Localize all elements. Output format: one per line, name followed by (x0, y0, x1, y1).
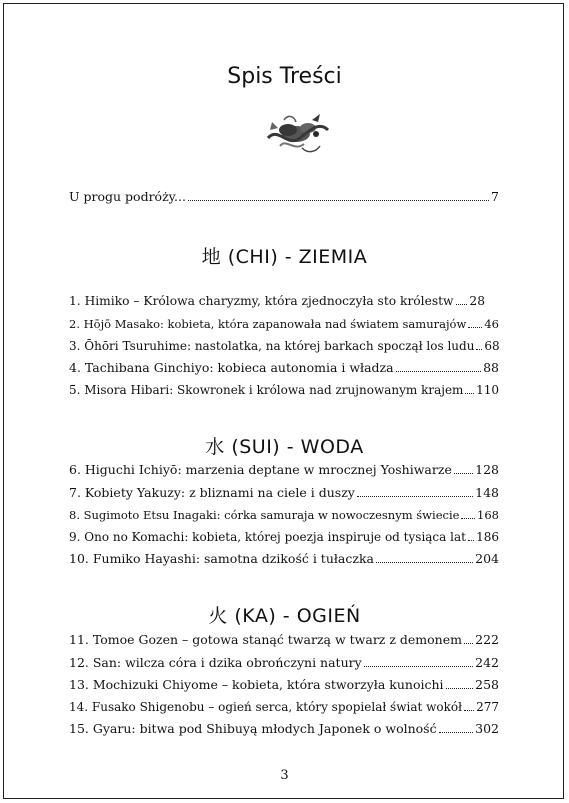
toc-row[interactable] (69, 633, 499, 647)
dot-leader (464, 643, 473, 644)
toc-row[interactable] (69, 530, 499, 544)
toc-page-number: 186 (476, 530, 499, 544)
dot-leader (446, 688, 474, 689)
toc-page-number: 46 (484, 317, 499, 331)
toc-entry-label: 8. Sugimoto Etsu Inagaki: córka samuraja w nowoczesnym świecie (69, 508, 460, 522)
toc-page-number: 28 (469, 294, 485, 308)
section-heading-chi: 地 (CHI) - ZIEMIA (201, 246, 368, 268)
toc-row[interactable] (69, 678, 499, 692)
toc-page-number: 302 (475, 721, 499, 736)
toc-entry-label: 3. Ōhōri Tsuruhime: nastolatka, na której barkach spoczął los ludu (69, 339, 475, 353)
dot-leader (376, 562, 473, 563)
dot-leader (364, 666, 473, 667)
dot-leader (461, 518, 475, 519)
toc-page-number: 128 (475, 462, 499, 477)
toc-page-number: 222 (475, 632, 499, 647)
toc-row[interactable] (69, 552, 499, 566)
toc-row[interactable] (69, 361, 499, 375)
toc-row[interactable] (69, 700, 499, 714)
page-title: Spis Treści (227, 64, 342, 89)
dot-leader (439, 732, 474, 733)
toc-page-number: 148 (475, 485, 499, 500)
toc-page-number: 258 (475, 677, 499, 692)
dot-leader (396, 371, 481, 372)
toc-page-number: 168 (477, 508, 499, 522)
toc-entry-label: U progu podróży... (69, 189, 186, 204)
toc-entry-label: 15. Gyaru: bitwa pod Shibuyą młodych Japonek o wolność (69, 721, 437, 736)
toc-entry-label: 14. Fusako Shigenobu – ogień serca, który spopielał świat wokół (69, 700, 462, 714)
toc-row[interactable] (69, 463, 499, 477)
toc-row[interactable] (69, 722, 499, 736)
toc-entry-label: 2. Hōjō Masako: kobieta, która zapanowała nad światem samurajów (69, 317, 467, 331)
toc-entry-label: 11. Tomoe Gozen – gotowa stanąć twarzą w twarz z demonem (69, 632, 462, 647)
toc-entry-label: 10. Fumiko Hayashi: samotna dzikość i tułaczka (69, 551, 374, 566)
toc-row[interactable] (69, 317, 499, 331)
section-heading-ka: 火 (KA) - OGIEŃ (208, 605, 361, 627)
ink-dragon-icon (258, 108, 336, 160)
dot-leader (464, 710, 474, 711)
toc-row[interactable] (69, 294, 485, 308)
dot-leader (465, 393, 474, 394)
dot-leader (476, 349, 482, 350)
toc-page-number: 68 (484, 339, 500, 353)
section-heading-sui: 水 (SUI) - WODA (205, 436, 364, 458)
toc-entry-label: 4. Tachibana Ginchiyo: kobieca autonomia i władza (69, 360, 394, 375)
toc-row-intro[interactable] (69, 190, 499, 204)
toc-entry-label: 9. Ono no Komachi: kobieta, której poezja inspiruje od tysiąca lat (69, 530, 466, 544)
toc-row[interactable] (69, 508, 499, 522)
dot-leader (468, 327, 482, 328)
toc-page-number: 88 (483, 360, 499, 375)
toc-entry-label: 1. Himiko – Królowa charyzmy, która zjednoczyła sto królestw (69, 294, 454, 308)
toc-row[interactable] (69, 656, 499, 670)
toc-page-number: 242 (475, 655, 499, 670)
toc-entry-label: 7. Kobiety Yakuzy: z bliznami na ciele i duszy (69, 485, 355, 500)
toc-row[interactable] (69, 486, 499, 500)
dot-leader (456, 304, 468, 305)
toc-entry-label: 12. San: wilcza córa i dzika obrończyni natury (69, 655, 362, 670)
toc-entry-label: 13. Mochizuki Chiyome – kobieta, która stworzyła kunoichi (69, 677, 444, 692)
toc-page-number: 110 (476, 383, 499, 397)
dot-leader (357, 496, 473, 497)
toc-row[interactable] (69, 339, 499, 353)
toc-entry-label: 6. Higuchi Ichiyō: marzenia deptane w mrocznej Yoshiwarze (69, 462, 452, 477)
toc-page-number: 277 (476, 700, 499, 714)
toc-entry-label: 5. Misora Hibari: Skowronek i królowa nad zrujnowanym krajem (69, 383, 464, 397)
dot-leader (454, 473, 473, 474)
page-number: 3 (280, 768, 289, 783)
toc-row[interactable] (69, 383, 499, 397)
toc-page-number: 7 (491, 189, 499, 204)
toc-page-number: 204 (475, 551, 499, 566)
dot-leader (188, 200, 489, 201)
dot-leader (468, 540, 474, 541)
